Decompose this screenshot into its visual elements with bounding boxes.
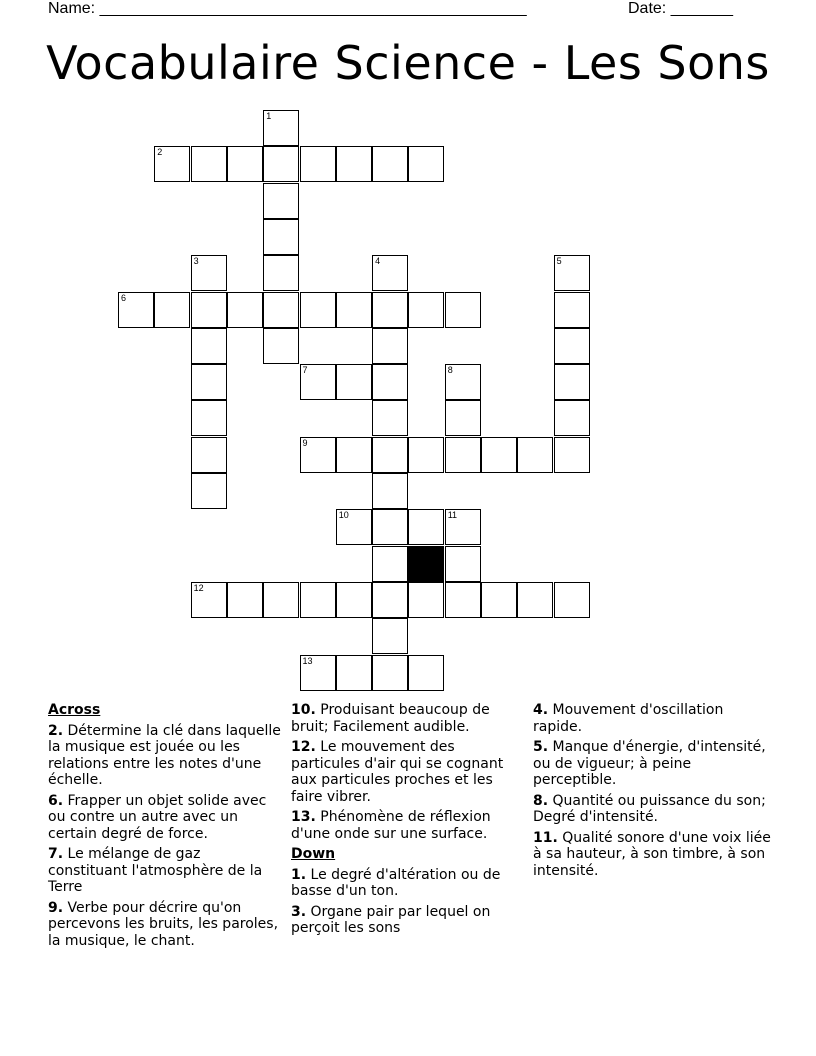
grid-cell[interactable]	[372, 655, 408, 691]
grid-cell[interactable]	[227, 582, 263, 618]
clue-across-9: 9. Verbe pour décrire qu'on percevons les bruits, les paroles, la musique, le chant.	[48, 899, 279, 949]
grid-cell[interactable]	[445, 582, 481, 618]
grid-cell[interactable]	[408, 655, 444, 691]
grid-cell[interactable]	[554, 437, 590, 473]
grid-cell[interactable]	[408, 509, 444, 545]
clue-number: 1	[266, 111, 272, 121]
grid-cell[interactable]	[554, 255, 590, 291]
grid-cell[interactable]	[118, 292, 154, 328]
grid-cell[interactable]	[336, 146, 372, 182]
grid-cell[interactable]	[372, 146, 408, 182]
grid-cell[interactable]	[481, 582, 517, 618]
clue-number: 6	[121, 292, 127, 303]
grid-cell[interactable]	[408, 292, 444, 328]
grid-cell[interactable]	[372, 328, 408, 364]
grid-cell[interactable]	[445, 400, 481, 436]
clue-number: 13	[302, 655, 313, 666]
clue-number: 12	[193, 582, 204, 593]
down-heading: Down	[291, 846, 336, 862]
grid-cell[interactable]	[372, 582, 408, 618]
grid-cell[interactable]	[517, 582, 553, 618]
grid-cell[interactable]	[445, 292, 481, 328]
black-cell	[408, 546, 444, 582]
grid-cell[interactable]	[554, 400, 590, 436]
grid-cell[interactable]	[372, 618, 408, 654]
clue-across-10: 10. Produisant beaucoup de bruit; Facilement audible.	[291, 702, 490, 735]
grid-cell[interactable]	[263, 110, 299, 146]
grid-cell[interactable]	[372, 400, 408, 436]
grid-cell[interactable]	[372, 546, 408, 582]
clue-across-7: 7. Le mélange de gaz constituant l'atmosphère de la Terre	[48, 846, 263, 895]
grid-cell[interactable]	[300, 655, 336, 691]
grid-cell[interactable]	[554, 582, 590, 618]
grid-cell[interactable]	[300, 437, 336, 473]
grid-cell[interactable]	[336, 292, 372, 328]
date-line: Date: _______	[628, 0, 733, 17]
clue-across-6: 6. Frapper un objet solide avec ou contre un autre avec un certain degré de force.	[48, 792, 267, 842]
clues-column-2	[291, 702, 523, 941]
grid-cell[interactable]	[372, 255, 408, 291]
grid-cell[interactable]	[336, 582, 372, 618]
clue-number: 8	[447, 365, 453, 376]
grid-cell[interactable]	[191, 437, 227, 473]
clue-number: 4	[375, 256, 381, 267]
clue-number: 9	[302, 437, 308, 448]
grid-cell[interactable]	[481, 437, 517, 473]
grid-cell[interactable]	[191, 292, 227, 328]
clue-number: 5	[556, 256, 562, 267]
grid-cell[interactable]	[154, 146, 190, 182]
grid-cell[interactable]	[191, 473, 227, 509]
grid-cell[interactable]	[554, 328, 590, 364]
grid-cell[interactable]	[372, 292, 408, 328]
grid-cell[interactable]	[554, 292, 590, 328]
grid-cell[interactable]	[191, 582, 227, 618]
grid-cell[interactable]	[300, 292, 336, 328]
grid-cell[interactable]	[263, 328, 299, 364]
page-title: Vocabulaire Science - Les Sons	[46, 36, 770, 90]
grid-cell[interactable]	[372, 509, 408, 545]
grid-cell[interactable]	[336, 655, 372, 691]
grid-cell[interactable]	[336, 437, 372, 473]
grid-cell[interactable]	[445, 546, 481, 582]
grid-cell[interactable]	[336, 509, 372, 545]
grid-cell[interactable]	[445, 437, 481, 473]
grid-cell[interactable]	[191, 328, 227, 364]
clue-across-13: 13. Phénomène de réflexion d'une onde sur une surface.	[291, 809, 491, 842]
clues-column-3	[533, 702, 773, 883]
grid-cell[interactable]	[445, 509, 481, 545]
grid-cell[interactable]	[300, 146, 336, 182]
clue-down-5: 5. Manque d'énergie, d'intensité, ou de vigueur; à peine perceptible.	[533, 739, 766, 788]
clue-down-3: 3. Organe pair par lequel on perçoit les sons	[291, 903, 491, 936]
grid-cell[interactable]	[263, 219, 299, 255]
name-line: Name: ________________________________________________	[48, 0, 527, 17]
grid-cell[interactable]	[336, 364, 372, 400]
grid-cell[interactable]	[300, 364, 336, 400]
clue-number: 3	[193, 256, 199, 267]
clue-number: 7	[302, 365, 308, 376]
clues-column-1	[48, 702, 282, 953]
grid-cell[interactable]	[372, 364, 408, 400]
grid-cell[interactable]	[554, 364, 590, 400]
grid-cell[interactable]	[263, 292, 299, 328]
clue-across-2: 2. Détermine la clé dans laquelle la musique est jouée ou les relations entre les notes d'une échelle.	[48, 722, 281, 788]
grid-cell[interactable]	[154, 292, 190, 328]
clue-down-4: 4. Mouvement d'oscillation rapide.	[533, 702, 724, 735]
clue-down-8: 8. Quantité ou puissance du son; Degré d'intensité.	[533, 792, 766, 825]
grid-cell[interactable]	[408, 437, 444, 473]
grid-cell[interactable]	[191, 255, 227, 291]
grid-cell[interactable]	[372, 473, 408, 509]
clue-across-12: 12. Le mouvement des particules d'air qui se cognant aux particules proches et les faire vibrer.	[291, 739, 504, 805]
clue-number: 11	[447, 510, 458, 521]
clue-down-1: 1. Le degré d'altération ou de basse d'un ton.	[291, 866, 501, 899]
clue-number: 2	[157, 147, 163, 158]
grid-cell[interactable]	[191, 146, 227, 182]
grid-cell[interactable]	[263, 582, 299, 618]
grid-cell[interactable]	[263, 183, 299, 219]
grid-cell[interactable]	[408, 146, 444, 182]
clue-down-11: 11. Qualité sonore d'une voix liée à sa hauteur, à son timbre, à son intensité.	[533, 829, 771, 879]
across-heading: Across	[48, 702, 101, 718]
grid-cell[interactable]	[408, 582, 444, 618]
grid-cell[interactable]	[263, 146, 299, 182]
grid-cell[interactable]	[191, 400, 227, 436]
clue-number: 10	[338, 510, 349, 521]
grid-cell[interactable]	[300, 582, 336, 618]
grid-cell[interactable]	[263, 255, 299, 291]
grid-cell[interactable]	[445, 364, 481, 400]
grid-cell[interactable]	[191, 364, 227, 400]
grid-cell[interactable]	[517, 437, 553, 473]
grid-cell[interactable]	[227, 146, 263, 182]
grid-cell[interactable]	[227, 292, 263, 328]
grid-cell[interactable]	[372, 437, 408, 473]
